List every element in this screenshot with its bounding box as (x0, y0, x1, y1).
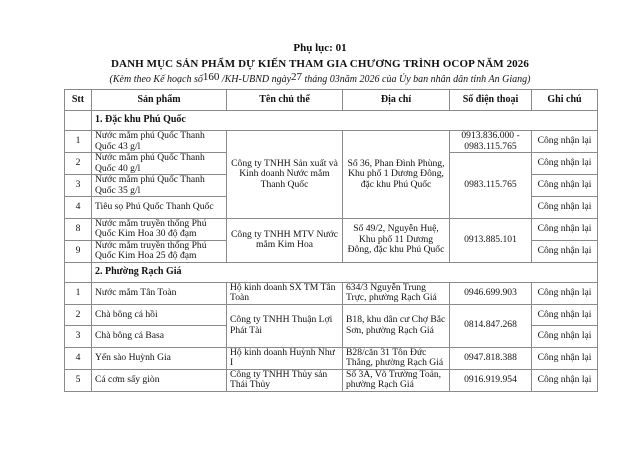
cell-address: B28/căn 31 Tôn Đức Thắng, phường Rạch Giá (343, 347, 450, 369)
section-row (65, 111, 598, 131)
cell-product: Chà bông cá Basa (92, 326, 227, 348)
cell-owner: Hộ kinh doanh Huỳnh Như I (227, 347, 343, 369)
section-row (65, 262, 598, 282)
header-owner: Tên chủ thể (227, 90, 343, 111)
cell-owner: Hộ kinh doanh SX TM Tân Toàn (227, 282, 343, 304)
subtitle-prefix: (Kèm theo Kế hoạch số (109, 74, 203, 85)
cell-phone: 0947.818.388 (450, 347, 532, 369)
cell-phone: 0814.847.268 (450, 304, 532, 347)
header-stt: Stt (65, 90, 92, 111)
table-row (65, 282, 598, 304)
cell-note: Công nhận lại (532, 175, 598, 197)
cell-product: Nước mắm truyền thống Phú Quốc Kim Hoa 30 độ đạm (92, 218, 227, 240)
header-note: Ghi chú (532, 90, 598, 111)
appendix-label: Phụ lục: 01 (293, 42, 347, 54)
section-label: 2. Phường Rạch Giá (92, 262, 598, 282)
cell-stt: 4 (65, 197, 92, 219)
table-row (65, 131, 598, 153)
cell-note: Công nhận lại (532, 218, 598, 240)
table-row (65, 369, 598, 391)
cell-product: Yến sào Huỳnh Gia (92, 347, 227, 369)
cell-phone: 0916.919.954 (450, 369, 532, 391)
table-header-row (65, 90, 598, 111)
ocop-product-table (64, 89, 598, 392)
cell-product: Cá cơm sấy giòn (92, 369, 227, 391)
cell-stt: 3 (65, 326, 92, 348)
cell-product: Nước mắm Tân Toàn (92, 282, 227, 304)
header-phone: Số điện thoại (450, 90, 532, 111)
cell-product: Nước mắm phú Quốc Thanh Quốc 40 g/l (92, 153, 227, 175)
subtitle-mid2: tháng 03năm 2026 của Ủy ban nhân dân tỉnh An Giang) (302, 74, 531, 85)
document-title: DANH MỤC SẢN PHẨM DỰ KIẾN THAM GIA CHƯƠNG TRÌNH OCOP NĂM 2026 (111, 58, 529, 70)
cell-owner: Công ty TNHH Sản xuất và Kinh doanh Nước mắm Thanh Quốc (227, 131, 343, 219)
cell-stt: 4 (65, 347, 92, 369)
document-subtitle (0, 73, 640, 85)
cell-owner: Công ty TNHH Thủy sản Thái Thủy (227, 369, 343, 391)
cell-product: Nước mắm truyền thống Phú Quốc Kim Hoa 25 độ đạm (92, 240, 227, 262)
cell-phone: 0946.699.903 (450, 282, 532, 304)
section-label: 1. Đặc khu Phú Quốc (92, 111, 598, 131)
cell-address: Số 36, Phan Đình Phùng, Khu phố 1 Dương Đông, đặc khu Phú Quốc (343, 131, 450, 219)
cell-note: Công nhận lại (532, 131, 598, 153)
table-row (65, 347, 598, 369)
cell-address: B18, khu dân cư Chợ Bắc Sơn, phường Rạch Giá (343, 304, 450, 347)
cell-note: Công nhận lại (532, 240, 598, 262)
cell-note: Công nhận lại (532, 153, 598, 175)
cell-note: Công nhận lại (532, 326, 598, 348)
cell-product: Nước mắm phú Quốc Thanh Quốc 43 g/l (92, 131, 227, 153)
cell-stt: 3 (65, 175, 92, 197)
cell-address: 634/3 Nguyễn Trung Trực, phường Rạch Giá (343, 282, 450, 304)
cell-phone: 0913.836.000 - 0983.115.765 (450, 131, 532, 153)
cell-phone: 0983.115.765 (450, 153, 532, 219)
header-product: Sản phẩm (92, 90, 227, 111)
cell-stt: 2 (65, 304, 92, 326)
table-row (65, 304, 598, 326)
header-address: Địa chỉ (343, 90, 450, 111)
subtitle-mid1: /KH-UBND ngày (219, 74, 292, 85)
cell-stt: 1 (65, 282, 92, 304)
cell-product: Chà bông cá hồi (92, 304, 227, 326)
cell-stt: 1 (65, 131, 92, 153)
cell-stt: 5 (65, 369, 92, 391)
cell-owner: Công ty TNHH Thuận Lợi Phát Tài (227, 304, 343, 347)
cell-product: Tiêu sọ Phú Quốc Thanh Quốc (92, 197, 227, 219)
cell-note: Công nhận lại (532, 304, 598, 326)
cell-note: Công nhận lại (532, 282, 598, 304)
cell-stt: 2 (65, 153, 92, 175)
cell-owner: Công ty TNHH MTV Nước mắm Kim Hoa (227, 218, 343, 262)
section-stt-empty (65, 111, 92, 131)
cell-note: Công nhận lại (532, 347, 598, 369)
table-row (65, 218, 598, 240)
plan-day: 27 (291, 71, 303, 83)
cell-note: Công nhận lại (532, 197, 598, 219)
cell-stt: 9 (65, 240, 92, 262)
cell-phone: 0913.885.101 (450, 218, 532, 262)
plan-number: 160 (202, 71, 220, 83)
cell-address: Số 49/2, Nguyễn Huệ, Khu phố 11 Dương Đông, đặc khu Phú Quốc (343, 218, 450, 262)
cell-stt: 8 (65, 218, 92, 240)
cell-address: Số 3A, Võ Trường Toản, phường Rạch Giá (343, 369, 450, 391)
section-stt-empty (65, 262, 92, 282)
cell-product: Nước mắm phú Quốc Thanh Quốc 35 g/l (92, 175, 227, 197)
cell-note: Công nhận lại (532, 369, 598, 391)
